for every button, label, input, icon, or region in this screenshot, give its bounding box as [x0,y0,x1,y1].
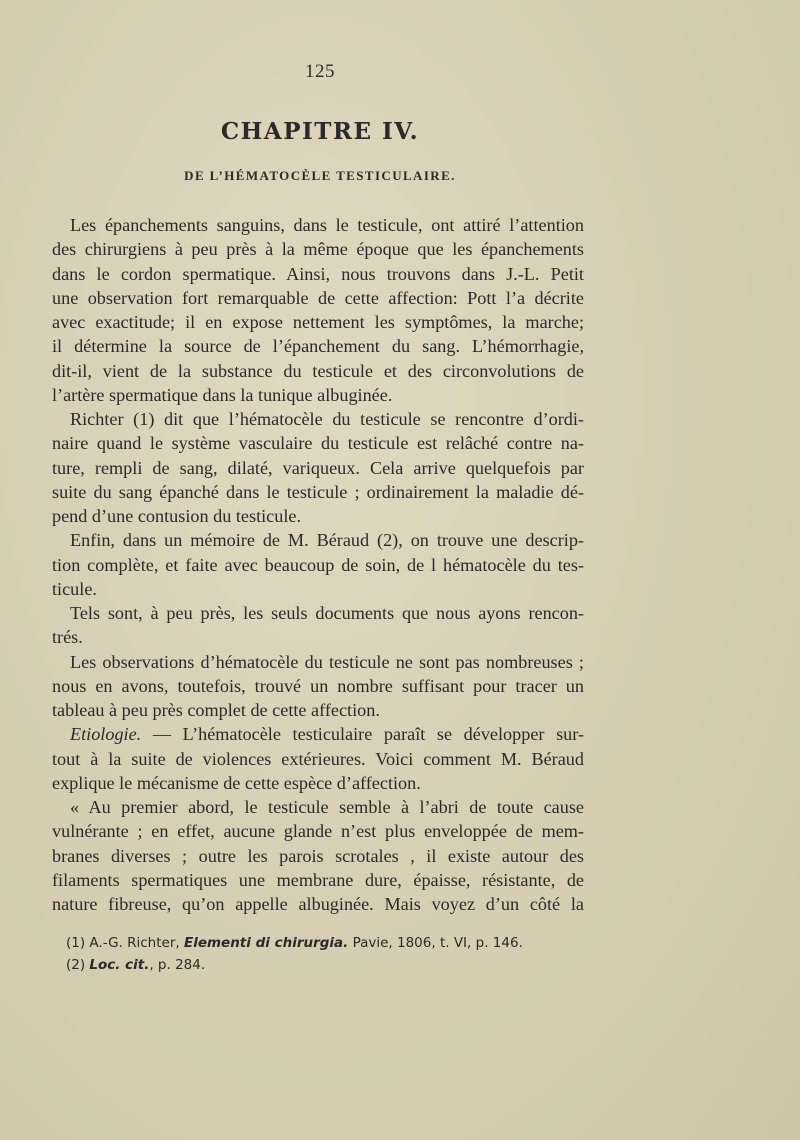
text-line-content: ture, rempli de sang, dilaté, variqueux. Cela arrive quelquefois par [52,457,584,478]
footnote-title: Loc. cit. [89,957,150,973]
text-line-content: naire quand le système vasculaire du testicule est relâché contre na- [52,433,584,454]
footnote-prefix: (1) A.-G. Richter, [66,935,184,951]
text-line [52,819,584,843]
text-line [52,747,584,771]
text-line-content: Les observations d’hématocèle du testicule ne sont pas nombreuses ; [70,651,584,672]
text-line-content: Tels sont, à peu près, les seuls documents que nous ayons rencon- [70,603,584,623]
text-line [52,528,584,552]
text-line [52,844,584,868]
text-line [52,650,584,674]
text-line-content: filaments spermatiques une membrane dure, épaisse, résistante, de [52,869,584,890]
section-heading-italic: Etiologie. [70,724,142,745]
text-line-content: Enfin, dans un mémoire de M. Béraud (2), on trouve une descrip- [70,530,584,551]
text-line [52,407,584,431]
chapter-subtitle: DE L’HÉMATOCÈLE TESTICULAIRE. [184,168,456,183]
footnote [66,954,586,976]
text-line [52,431,584,455]
text-line-content: l’artère spermatique dans la tunique albuginée. [52,384,393,405]
text-line-content: une observation fort remarquable de cette affection: Pott l’a décrite [52,287,584,308]
text-line [52,359,584,383]
text-line-content: dit-il, vient de la substance du testicule et des circonvolutions de [52,360,584,381]
text-line [52,334,584,358]
text-line [52,553,584,577]
text-line-content: Les épanchements sanguins, dans le testicule, ont attiré l’attention [70,215,584,235]
text-line-content: ticule. [52,578,97,599]
text-line-content: explique le mécanisme de cette espèce d’affection. [52,772,421,793]
body-text [52,213,584,916]
text-line [52,504,584,528]
text-line-content: — L’hématocèle testiculaire paraît se développer sur- [141,724,584,745]
text-line-content: « Au premier abord, le testicule semble à l’abri de toute cause [70,797,584,817]
text-line [52,795,584,819]
text-line-content: nature fibreuse, qu’on appelle albuginée. Mais voyez d’un côté la [52,894,584,914]
text-line-content: suite du sang épanché dans le testicule ; ordinairement la maladie dé- [52,481,584,502]
text-line-content: nous en avons, toutefois, trouvé un nombre suffisant pour tracer un [52,675,584,696]
text-line-content: branes diverses ; outre les parois scrotales , il existe autour des [52,845,584,866]
text-line [52,213,584,237]
text-line [52,310,584,334]
text-line [52,383,584,407]
text-line [52,698,584,722]
text-line [52,892,584,916]
footnote [66,932,586,954]
text-line [52,456,584,480]
footnote-prefix: (2) [66,957,90,973]
footnote-suffix: , p. 284. [149,957,206,973]
text-line-content: Richter (1) dit que l’hématocèle du testicule se rencontre d’ordi- [70,409,584,429]
text-line [52,674,584,698]
text-line [52,868,584,892]
chapter-title: CHAPITRE IV. [220,118,420,145]
page-number: 125 [305,61,335,82]
text-line [52,771,584,795]
text-line-content: tableau à peu près complet de cette affection. [52,700,380,720]
footnote-suffix: Pavie, 1806, t. VI, p. 146. [348,935,523,951]
text-line [52,480,584,504]
text-line-content: des chirurgiens à peu près à la même époque que les épanchements [52,239,584,260]
text-line [52,286,584,310]
text-line-content: dans le cordon spermatique. Ainsi, nous trouvons dans J.-L. Petit [52,263,584,284]
text-line-content: pend d’une contusion du testicule. [52,506,302,526]
text-line [52,577,584,601]
footnotes [66,932,586,976]
footnote-title: Elementi di chirurgia. [183,935,349,951]
text-line [52,601,584,625]
text-line-content: il détermine la source de l’épanchement du sang. L’hémorrhagie, [52,336,584,357]
text-line [52,262,584,286]
text-line-content: tion complète, et faite avec beaucoup de soin, de l hématocèle du tes- [52,554,584,575]
text-line-content: tout à la suite de violences extérieures. Voici comment M. Béraud [52,748,584,769]
text-line-content: vulnérante ; en effet, aucune glande n’est plus enveloppée de mem- [52,821,584,842]
text-line [52,237,584,261]
text-line-content: trés. [52,627,83,648]
text-line-content: avec exactitude; il en expose nettement les symptômes, la marche; [52,312,584,332]
text-line [52,625,584,649]
text-line [52,722,584,746]
